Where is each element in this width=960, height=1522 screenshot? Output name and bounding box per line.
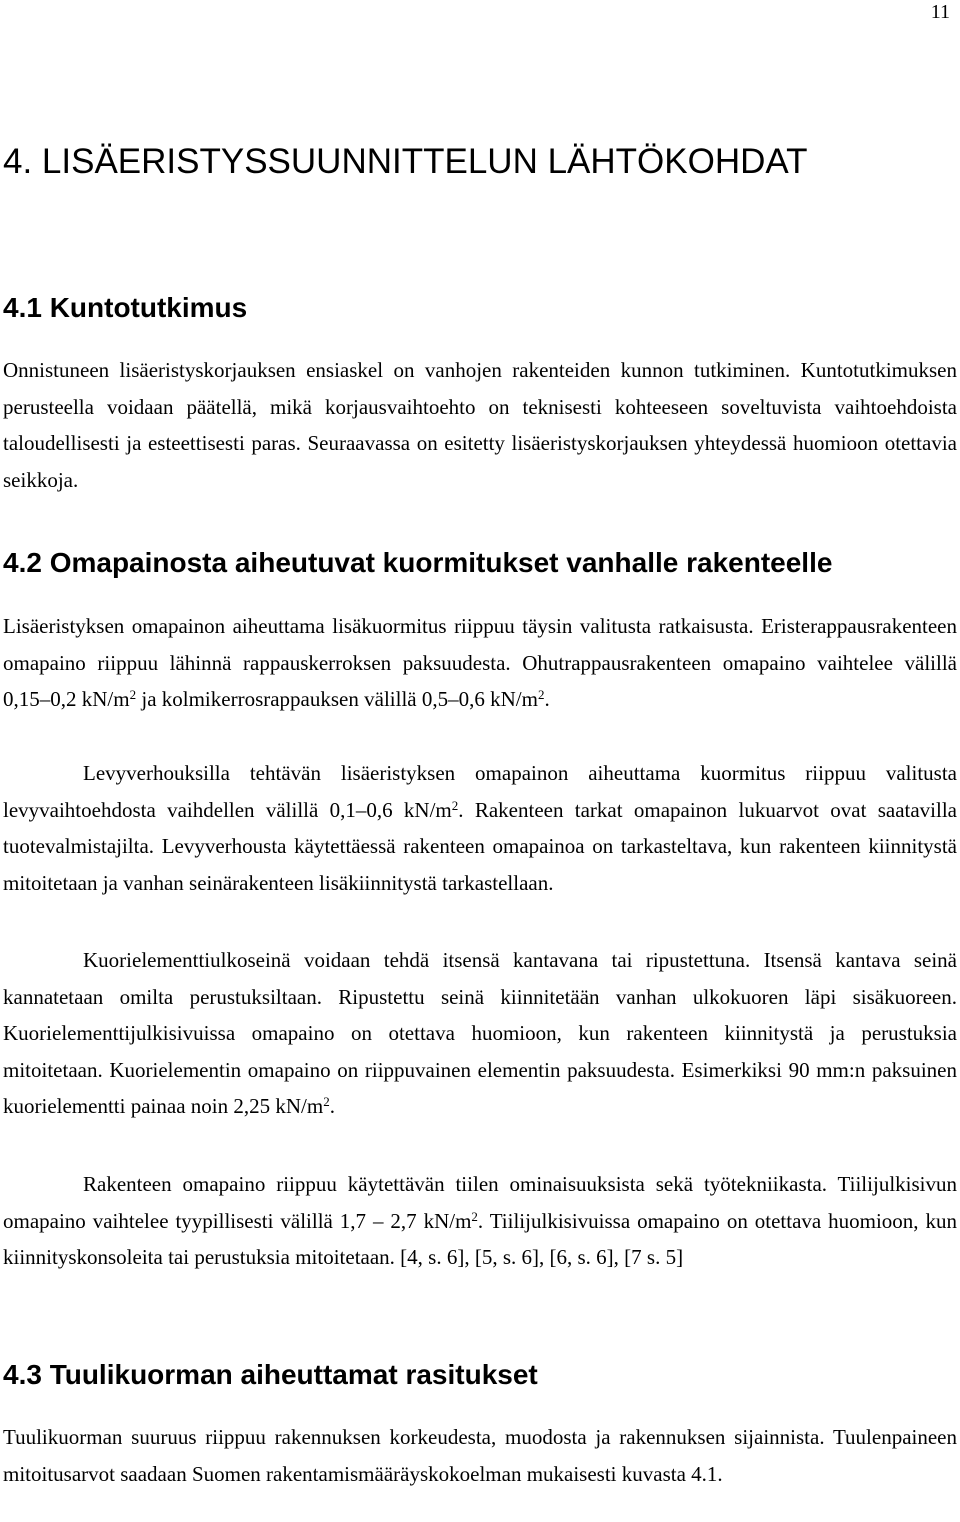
paragraph-text: Rakenteen omapaino riippuu käytettävän tiilen ominaisuuksista sekä työtekniikasta. Tiilijulkisivun omapaino vaihtelee tyypillisesti välillä 1,7 – 2,7 kN/m (3, 1172, 957, 1233)
superscript: 2 (471, 1208, 478, 1224)
page-number: 11 (930, 1, 950, 23)
paragraph-text: Kuorielementtiulkoseinä voidaan tehdä itsensä kantavana tai ripustettuna. Itsensä kantava seinä kannatetaan omilta perustuksiltaan. Ripustettu seinä kiinnitetään vanhan ulkokuoren läpi sisäkuoreen. Kuorielementtijulkisivuissa omapaino on otettava huomioon, kun rakenteen kiinnitystä ja perustuksia mitoitetaan. Kuorielementin omapaino on riippuvainen elementin paksuudesta. Esimerkiksi 90 mm:n paksuinen kuorielementti painaa noin 2,25 kN/m (3, 948, 957, 1118)
paragraph-kuorielementti (3, 942, 957, 1125)
paragraph-text: . Tiilijulkisivuissa omapaino on otettava huomioon, kun kiinnityskonsoleita tai perustuksia mitoitetaan. [4, s. 6], [5, s. 6], [6, s. 6], [7 s. 5] (3, 1208, 957, 1269)
superscript: 2 (537, 686, 545, 702)
paragraph-kuntotutkimus: Onnistuneen lisäeristyskorjauksen ensiaskel on vanhojen rakenteiden kunnon tutkiminen. Kuntotutkimuksen perusteella voidaan päätellä, mikä korjausvaihtoehto on teknisesti kohteeseen soveltuvista vaihtoehdoista taloudellisesti ja esteettisesti paras. Seuraavassa on esitetty lisäeristyskorjauksen yhteydessä huomioon otettavia seikkoja. (3, 358, 957, 492)
section-heading-4-1: 4.1 Kuntotutkimus (3, 292, 248, 323)
paragraph-tuulikuorma: Tuulikuorman suuruus riippuu rakennuksen korkeudesta, muodosta ja rakennuksen sijainnista. Tuulenpaineen mitoitusarvot saadaan Suomen rakentamismääräyskokoelman mukaisesti kuvasta 4.1. (3, 1425, 957, 1486)
paragraph-text: . (544, 687, 550, 711)
section-heading-4-3: 4.3 Tuulikuorman aiheuttamat rasitukset (3, 1359, 538, 1390)
paragraph-text: . Rakenteen tarkat omapainon lukuarvot ovat saatavilla tuotevalmistajilta. Levyverhousta käytettäessä rakenteen omapainoa on tarkasteltava, kun rakenteen kiinnitystä mitoitetaan ja vanhan seinärakenteen lisäkiinnitystä tarkastellaan. (3, 797, 958, 895)
paragraph-tiilijulkisivu (3, 1166, 957, 1276)
chapter-heading: 4. LISÄERISTYSSUUNNITTELUN LÄHTÖKOHDAT (3, 142, 808, 181)
paragraph-levyverhous (3, 755, 957, 901)
section-heading-4-2: 4.2 Omapainosta aiheutuvat kuormitukset vanhalle rakenteelle (3, 547, 833, 578)
paragraph-text: ja kolmikerrosrappauksen välillä 0,5–0,6 kN/m (136, 687, 538, 711)
paragraph-text: . (329, 1094, 335, 1118)
superscript: 2 (451, 797, 459, 813)
paragraph-text: Lisäeristyksen omapainon aiheuttama lisäkuormitus riippuu täysin valitusta ratkaisusta. Eristerappausrakenteen omapaino riippuu lähinnä rappauskerroksen paksuudesta. Ohutrappausrakenteen omapaino vaihtelee välillä 0,15–0,2 kN/m (3, 614, 957, 711)
paragraph-text: Levyverhouksilla tehtävän lisäeristyksen omapainon aiheuttama kuormitus riippuu valitusta levyvaihtoehdosta vaihdellen välillä 0,1–0,6 kN/m (3, 761, 957, 822)
superscript: 2 (323, 1093, 330, 1109)
paragraph-omapaino-intro (3, 608, 957, 718)
superscript: 2 (129, 686, 137, 702)
